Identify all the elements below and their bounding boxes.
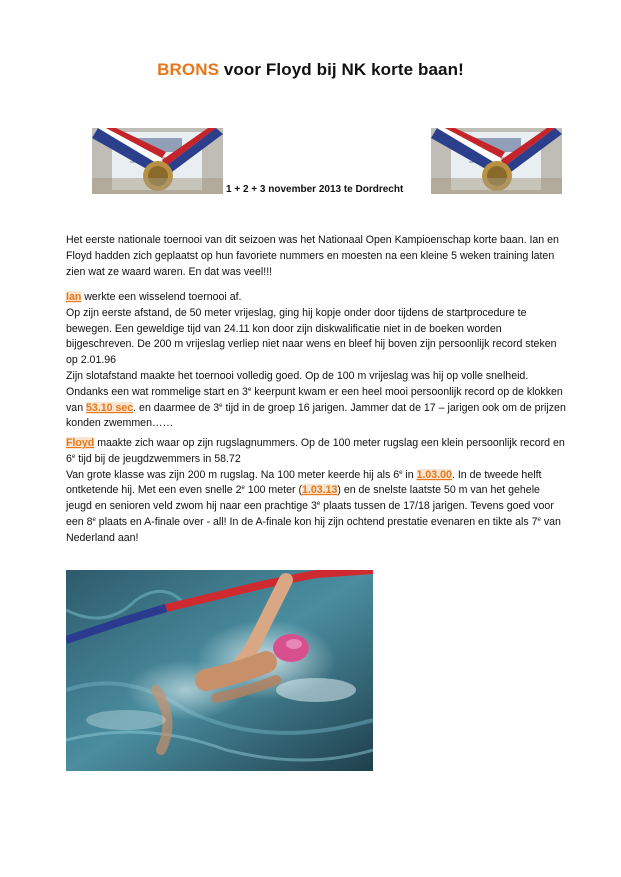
floyd-p2f-text: plaats tussen de 17/18 jarigen. Tevens goed voor een 8	[66, 500, 554, 528]
floyd-p2-text: Van grote klasse was zijn 200 m rugslag. Na 100 meter keerde hij als 6	[66, 468, 400, 481]
ian-time-link[interactable]: 53.10 sec	[86, 401, 134, 414]
ian-p3-text: Zijn slotafstand maakte het toernooi volledig goed. Op de 100 m vrijeslag was hij op volle snelheid. Ondanks een wat rommelige start en 3	[66, 369, 529, 398]
floyd-p2b-text: in	[402, 468, 417, 481]
medal-photo-right	[431, 128, 562, 194]
superscript: e	[241, 485, 245, 492]
event-date-line: 1 + 2 + 3 november 2013 te Dordrecht	[226, 184, 404, 195]
intro-paragraph	[66, 233, 566, 280]
floyd-link[interactable]: Floyd	[66, 437, 95, 449]
superscript: e	[316, 501, 321, 508]
ian-p1: werkte een wisselend toernooi af.	[81, 291, 242, 303]
superscript: e	[71, 453, 76, 460]
ian-section	[66, 290, 566, 432]
floyd-p1	[66, 436, 566, 468]
floyd-time2-link[interactable]: 1.03.13	[301, 484, 338, 497]
title-highlight: BRONS	[157, 60, 220, 79]
floyd-p1-text: maakte zich waar op zijn rugslagnummers. Op de 100 meter rugslag een klein persoonlijk record en 6	[66, 437, 565, 465]
superscript: e	[219, 402, 223, 409]
floyd-section	[66, 436, 566, 547]
superscript: e	[399, 469, 403, 476]
floyd-p2	[66, 468, 566, 547]
ian-link[interactable]: Ian	[66, 291, 82, 303]
intro-text: Het eerste nationale toernooi van dit seizoen was het Nationaal Open Kampioenschap korte baan. Ian en Floyd hadden zich geplaatst op hun favoriete nummers en moesten na een kleine 5 weken training laten zien wat ze waard waren. En dat was veel!!!	[66, 234, 559, 278]
ian-p3d-text: tijd in de groep 16 jarigen. Jammer dat de 17 – jarigen ook om de prijzen konden zwemmen……	[66, 401, 566, 430]
title-rest: voor Floyd bij NK korte baan!	[219, 60, 464, 79]
ian-p3b-text: keerpunt kwam er een heel mooi persoonlijk record op de klokken van	[66, 385, 563, 414]
floyd-p1b-text: tijd bij de jeugdzwemmers in 58.72	[75, 452, 241, 465]
superscript: e	[537, 516, 541, 523]
floyd-p2d-text: 100 meter (	[244, 484, 302, 497]
superscript: e	[247, 386, 252, 393]
floyd-p2h-text: van Nederland aan!	[66, 515, 561, 544]
floyd-p2g-text: plaats en A-finale over - all! In de A-finale kon hij zijn ochtend prestatie evenaren en tikte als 7	[95, 515, 538, 528]
swimmer-photo	[66, 570, 373, 771]
ian-p3	[66, 369, 566, 432]
ian-p3c-text: . en daarmee de 3	[133, 401, 220, 414]
floyd-p2c-text: . In de tweede helft ontketende hij. Met een even snelle 2	[66, 468, 542, 497]
medal-photo-left	[92, 128, 223, 194]
floyd-p2e-text: ) en de snelste laatste 50 m van het gehele jeugd en senioren veld zwom hij naar een prachtige 3	[66, 484, 540, 513]
ian-line-1	[66, 290, 566, 306]
ian-p2: Op zijn eerste afstand, de 50 meter vrijeslag, ging hij kopje onder door tijdens de startprocedure te bewegen. Een geweldige tijd van 24.11 kon door zijn diskwalificatie niet in de boeken worden bijgeschreven. De 200 m vrijeslag verliep niet naar wens en bleef hij boven zijn persoonlijk record steken op 2.01.96	[66, 306, 557, 367]
superscript: e	[92, 516, 96, 523]
page-title	[0, 60, 621, 80]
floyd-time1-link[interactable]: 1.03.00	[416, 468, 452, 481]
